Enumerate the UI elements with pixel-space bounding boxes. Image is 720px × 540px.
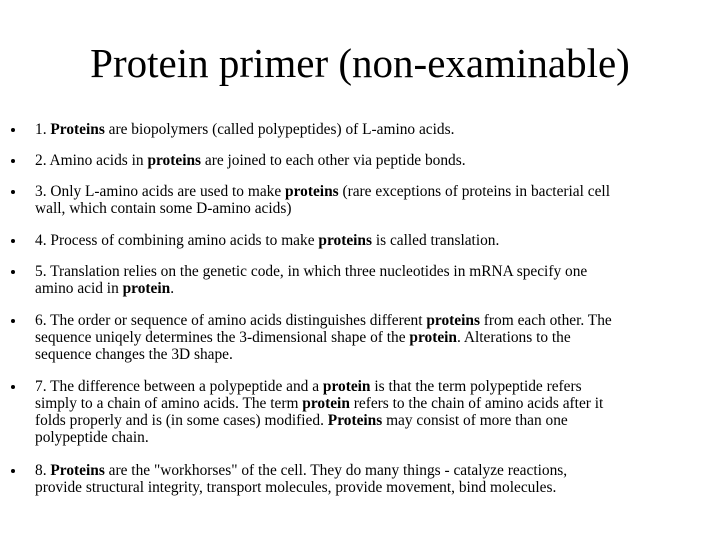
text-segment: sequence uniqely determines the 3-dimensional shape of the xyxy=(35,329,410,346)
text-segment: 3. Only L-amino acids are used to make xyxy=(35,183,286,200)
bullet-line xyxy=(35,312,713,329)
text-segment: sequence changes the 3D shape. xyxy=(35,346,233,363)
text-segment: from each other. The xyxy=(479,312,612,329)
bold-term: proteins xyxy=(285,183,339,200)
text-segment: provide structural integrity, transport molecules, provide movement, bind molecules. xyxy=(35,479,557,496)
bold-term: Proteins xyxy=(50,462,105,479)
text-segment: are joined to each other via peptide bonds. xyxy=(201,152,466,169)
bullet-dot-icon xyxy=(11,319,15,323)
text-segment: polypeptide chain. xyxy=(35,429,149,446)
text-segment: . Alterations to the xyxy=(457,329,571,346)
text-segment: may consist of more than one xyxy=(382,412,568,429)
text-segment: simply to a chain of amino acids. The term xyxy=(35,395,303,412)
bullet-text xyxy=(35,121,713,138)
text-segment: 1. xyxy=(35,121,51,138)
bullet-line xyxy=(35,329,713,346)
text-segment: folds properly and is (in some cases) modified. xyxy=(35,412,328,429)
bold-term: proteins xyxy=(426,312,480,329)
text-segment: refers to the chain of amino acids after it xyxy=(349,395,604,412)
text-segment: 6. The order or sequence of amino acids distinguishes different xyxy=(35,312,427,329)
bullet-dot-icon xyxy=(11,239,15,243)
text-segment: amino acid in xyxy=(35,280,123,297)
bullet-dot-icon xyxy=(11,159,15,163)
bullet-dot-icon xyxy=(11,270,15,274)
bullet-line xyxy=(35,152,713,169)
bullet-line xyxy=(35,121,713,138)
bold-term: proteins xyxy=(147,152,202,169)
bullet-line xyxy=(35,462,713,479)
bold-term: Proteins xyxy=(50,121,105,138)
bullet-text xyxy=(35,152,713,169)
bullet-text xyxy=(35,312,713,363)
bullet-dot-icon xyxy=(11,190,15,194)
bold-term: Proteins xyxy=(327,412,383,429)
bullet-line xyxy=(35,346,713,363)
bold-term: proteins xyxy=(318,232,372,249)
bullet-line xyxy=(35,395,713,412)
slide-title: Protein primer (non-examinable) xyxy=(90,40,630,86)
bullet-line xyxy=(35,183,713,200)
text-segment: 2. Amino acids in xyxy=(35,152,148,169)
text-segment: are biopolymers (called polypeptides) of L-amino acids. xyxy=(104,121,455,138)
text-segment: are the "workhorses" of the cell. They do many things - catalyze reactions, xyxy=(104,462,568,479)
text-segment: . xyxy=(170,280,175,297)
bullet-text xyxy=(35,183,713,217)
bullet-line xyxy=(35,429,713,446)
bullet-dot-icon xyxy=(11,128,15,132)
text-segment: is that the term polypeptide refers xyxy=(370,378,582,395)
bullet-line xyxy=(35,200,713,217)
bullet-line xyxy=(35,378,713,395)
bold-term: protein xyxy=(322,378,371,395)
bullet-text xyxy=(35,462,713,496)
text-segment: 5. Translation relies on the genetic code, in which three nucleotides in mRNA specify one xyxy=(35,263,588,280)
bullet-line xyxy=(35,263,713,280)
bold-term: protein xyxy=(302,395,350,412)
bold-term: protein xyxy=(409,329,457,346)
bullet-line xyxy=(35,412,713,429)
bullet-line xyxy=(35,479,713,496)
text-segment: 7. The difference between a polypeptide and a xyxy=(35,378,323,395)
bullet-text xyxy=(35,263,713,297)
bullet-text xyxy=(35,232,713,249)
bullet-dot-icon xyxy=(11,385,15,389)
bullet-text xyxy=(35,378,713,446)
text-segment: wall, which contain some D-amino acids) xyxy=(35,200,292,217)
bullet-dot-icon xyxy=(11,469,15,473)
bullet-line xyxy=(35,232,713,249)
text-segment: (rare exceptions of proteins in bacterial cell xyxy=(338,183,610,200)
bullet-line xyxy=(35,280,713,297)
text-segment: 4. Process of combining amino acids to make xyxy=(35,232,319,249)
bold-term: protein xyxy=(122,280,171,297)
text-segment: is called translation. xyxy=(371,232,500,249)
text-segment: 8. xyxy=(35,462,51,479)
